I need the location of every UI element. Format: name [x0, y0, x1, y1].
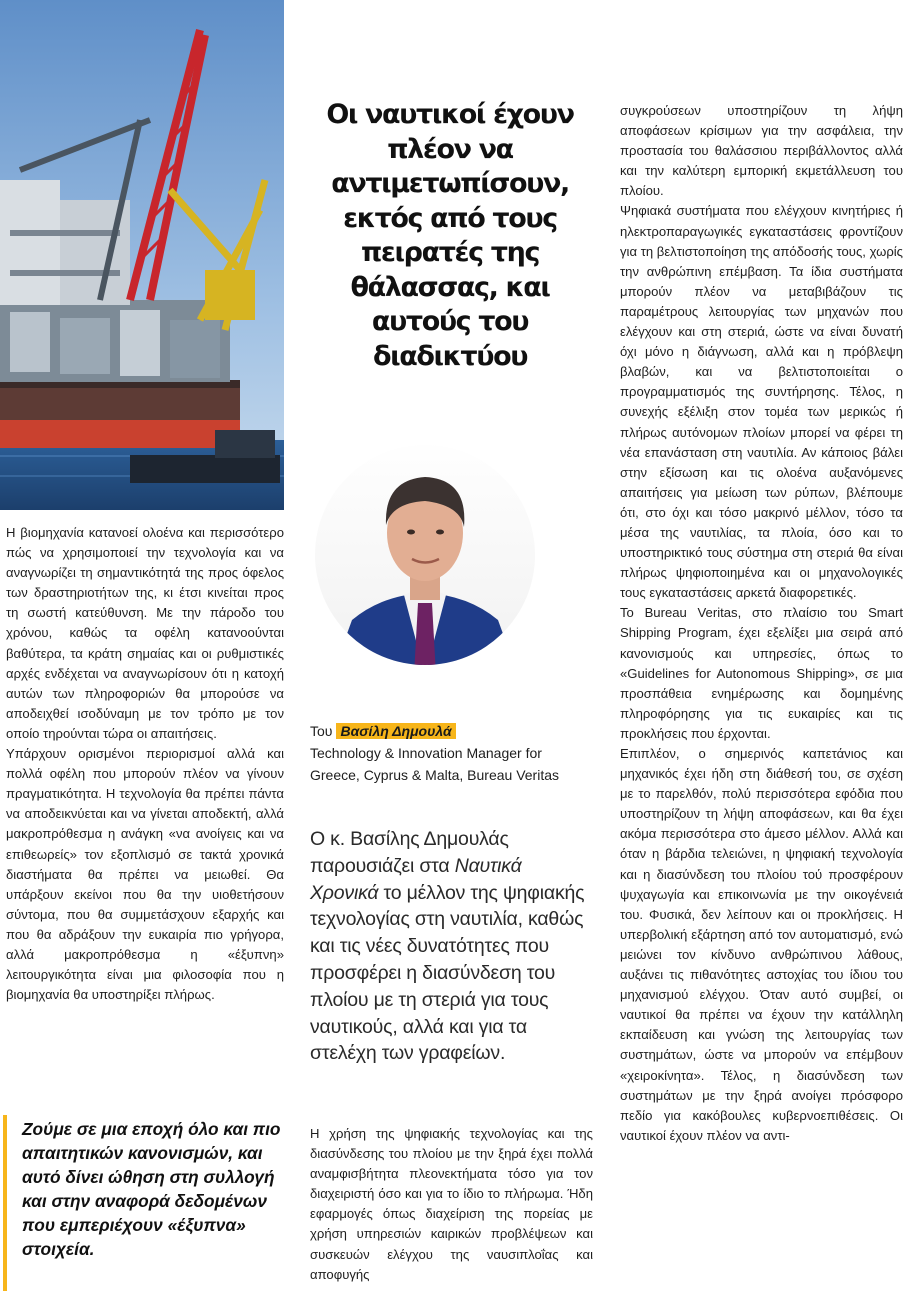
right-paragraph-1: συγκρούσεων υποστηρίζουν τη λήψη αποφάσεων κρίσιμων για την ασφάλεια, την προστασία του θαλάσσιου περιβάλλοντος αλλά και την καλύτερη εμπορική εκμετάλλευση του πλοίου.	[620, 103, 903, 199]
right-paragraph-3: Το Bureau Veritas, στο πλαίσιο του Smart Shipping Program, έχει εξελίξει μια σειρά από κανονισμούς και υπηρεσίες, όπως το «Guidelines for Autonomous Shipping», σε μια προσπάθεια ενημέρωσης και δομημένης πληροφόρησης για τις ευκαιρίες και τις προκλήσεις που έρχονται.	[620, 605, 903, 741]
right-column	[620, 101, 903, 1146]
right-paragraph-2: Ψηφιακά συστήματα που ελέγχουν κινητήριες ή ηλεκτροπαραγωγικές εγκαταστάσεις φροντίζουν για τη βελτιστοποίηση της απόδοσής τους, χωρίς την ανθρώπινη επέμβαση. Τα ίδια συστήματα μπορούν πλέον να μεταβιβάζουν τις παραμέτρους λειτουργίας των μηχανών που ελέγχουν και στη στεριά, ώστε να είναι δυνατή όχι μόνο η διάγνωση, αλλά και η πρόβλεψη βλαβών, και να βελτιστοποιείται ο προγραμματισμός της συντήρησης. Τέλος, η συνεχής εξέλιξη στον τομέα των μερικώς ή πλήρως αυτόνομων πλοίων μπορεί να φέρει τη νέα επανάσταση στη ναυτιλία. Αν κάποιος βάλει στην εξίσωση και τις ολοένα αυξανόμενες απαιτήσεις για μείωση των ρύπων, βλέπουμε ότι, στο όχι και τόσο μακρινό μέλλον, τόσο τα μέσα της ναυτιλίας, τα πλοία, όσο και το υποστηρικτικό τους σύστημα στη στεριά θα είναι πλήρως ψηφιοποιημένα και οι μηχανολογικές τους εγκαταστάσεις αρκετά διαφορετικές.	[620, 203, 903, 601]
lede-publication: Ναυτικά Χρονικά	[310, 854, 522, 904]
author-role-line-1: Technology & Innovation Manager for	[310, 745, 542, 761]
lede-part-2: το μέλλον της ψηφιακής τεχνολογίας στη ναυτιλία, καθώς και τις νέες δυνατότητες που προσφέρει η διασύνδεση του πλοίου με τη στεριά για τους ναυτικούς, αλλά και για τα στελέχη των γραφείων.	[310, 881, 585, 1065]
headline: Οι ναυτικοί έχουν πλέον να αντιμετωπίσουν, εκτός από τους πειρατές της θάλασσας, και αυτούς του διαδικτύου	[326, 99, 574, 372]
pull-quote: Ζούμε σε μια εποχή όλο και πιο απαιτητικών κανονισμών, και αυτό δίνει ώθηση στη συλλογή και στην αναφορά δεδομένων που εμπεριέχουν «έξυπνα» στοιχεία.	[22, 1119, 281, 1259]
left-column	[6, 523, 284, 1005]
middle-column	[310, 1124, 593, 1285]
port-cranes-image	[0, 0, 284, 510]
lede-intro	[310, 826, 595, 1067]
author-name: Βασίλη Δημουλά	[336, 723, 455, 739]
left-paragraph-1: Η βιομηχανία κατανοεί ολοένα και περισσότερο πώς να χρησιμοποιεί την τεχνολογία και να αναγνωρίζει τη σημαντικότητά της προς όφελος των δραστηριοτήτων της, κι έτσι κινείται προς τη σωστή κατεύθυνση. Με την πάροδο του χρόνου, καθώς τα οφέλη κατανοούνται βαθύτερα, τα κράτη σημαίας και οι ρυθμιστικές αρχές ενδέχεται να αναγνωρίσουν ότι η κατοχή αυτών των πληροφοριών θα μπορούσε να αποδειχθεί ισοδύναμη με τον τρόπο με τον οποίο τηρούνται τώρα οι απαιτήσεις.	[6, 525, 284, 741]
left-paragraph-2: Υπάρχουν ορισμένοι περιορισμοί αλλά και πολλά οφέλη που μπορούν πλέον να γίνουν πραγματικότητα. Η τεχνολογία θα πρέπει πάντα να αποδεικνύεται και να γίνεται αποδεκτή, αλλά μακροπρόθεσμα η ανάγκη «να ανοίγεις και να επιθεωρείς» τον εξοπλισμό σε τακτά χρονικά διαστήματα θα πρέπει να μειωθεί. Θα υπάρξουν εκείνοι που θα την υιοθετήσουν σύντομα, που θα συμμετάσχουν εξαρχής και που θα αδράξουν την ευκαιρία πιο γρήγορα, αλλά μακροπρόθεσμα η «έξυπνη» λειτουργικότητα είναι μια φιλοσοφία που η βιομηχανία θα υποστηρίξει πλήρως.	[6, 746, 284, 1003]
byline-prefix: Του	[310, 723, 333, 739]
pull-quote-bar	[3, 1115, 7, 1291]
author-photo	[312, 435, 538, 675]
author-portrait	[312, 435, 538, 675]
byline-author-line	[310, 720, 600, 742]
byline	[310, 720, 600, 786]
middle-paragraph-1: Η χρήση της ψηφιακής τεχνολογίας και της διασύνδεσης του πλοίου με την ξηρά έχει πολλά αναμφισβήτητα πλεονεκτήματα τόσο για τον διαχειριστή όσο και για το ίδιο το πλήρωμα. Ήδη εφαρμογές όπως διαχείριση της πορείας με χρήση υπηρεσιών καιρικών προβλέψεων και συσκευών ελέγχου της ναυσιπλοΐας και αποφυγής	[310, 1126, 593, 1282]
lede-part-1: Ο κ. Βασίλης Δημουλάς παρουσιάζει στα	[310, 828, 509, 877]
right-paragraph-4: Επιπλέον, ο σημερινός καπετάνιος και μηχανικός έχει ήδη στη διάθεσή του, σε σχέση με το παρελθόν, πολύ περισσότερα εφόδια που υποστηρίζουν τη λήψη αποφάσεων, και θα έχει ακόμα περισσότερα στο άμεσο μέλλον. Αλλά και όταν η βάρδια τελειώνει, η ψηφιακή τεχνολογία και η διασύνδεση του πλοίου τού προσφέρουν ψυχαγωγία και επικοινωνία με την οικογένειά του. Φυσικά, δεν λείπουν και οι προκλήσεις. Η υπερβολική εξάρτηση από τον αυτοματισμό, ενώ μειώνει τον κίνδυνο ανθρώπινου λάθους, αυξάνει τις πιθανότητες αστοχίας του ίδιου του μηχανισμού ελέγχου. Όταν αυτό συμβεί, οι ναυτικοί θα πρέπει να έχουν την κατάλληλη εκπαίδευση και γνώση της λειτουργίας των συστημάτων, ώστε να μπορούν να επέμβουν «χειροκίνητα». Τέλος, η διασύνδεση των συστημάτων με την ξηρά ανοίγει πρόσφορο πεδίο για κακόβουλες κυβερνοεπιθέσεις. Οι ναυτικοί έχουν πλέον να αντι-	[620, 746, 903, 1143]
port-photo	[0, 0, 284, 510]
author-role-line-2: Greece, Cyprus & Malta, Bureau Veritas	[310, 767, 559, 783]
